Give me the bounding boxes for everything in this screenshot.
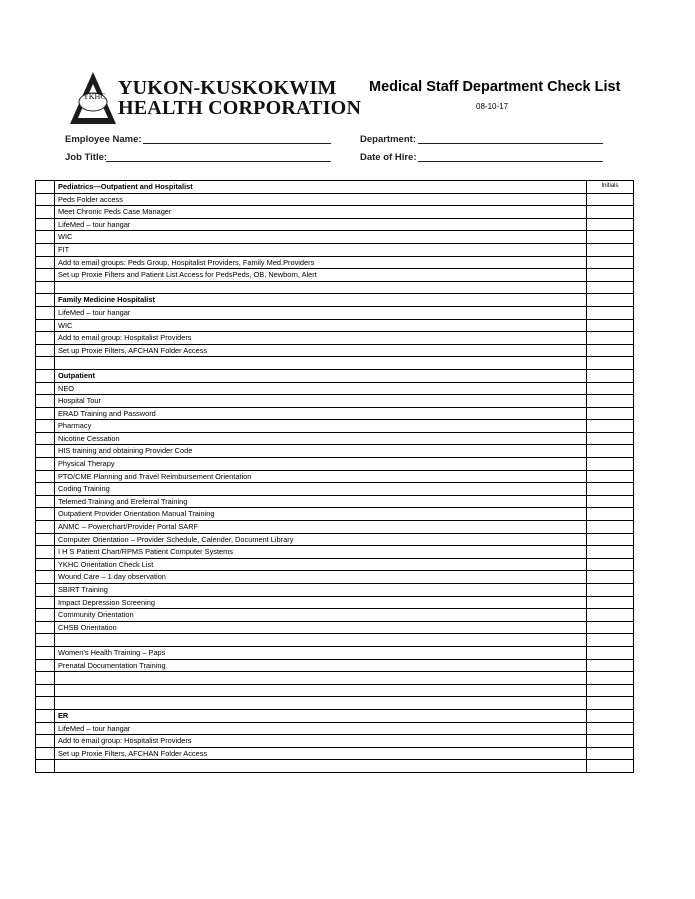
checklist-item: Add to email group: Hospitalist Providers	[55, 332, 587, 344]
checklist-item: PTO/CME Planning and Travel Reimbursement Orientation	[55, 471, 587, 483]
row-checkbox-cell[interactable]	[36, 269, 55, 281]
checklist-item: Computer Orientation – Provider Schedule, Calender, Document Library	[55, 534, 587, 546]
checklist-item: LifeMed – tour hangar	[55, 219, 587, 231]
row-checkbox-cell[interactable]	[36, 294, 55, 306]
row-checkbox-cell[interactable]	[36, 672, 55, 684]
table-row	[36, 534, 634, 547]
checklist-item: Coding Training	[55, 483, 587, 495]
initials-cell[interactable]	[587, 672, 634, 684]
checklist-item: Outpatient Provider Orientation Manual Training	[55, 508, 587, 520]
table-row	[36, 697, 634, 710]
row-checkbox-cell[interactable]	[36, 471, 55, 483]
checklist-item	[55, 685, 587, 697]
row-checkbox-cell[interactable]	[36, 307, 55, 319]
initials-cell[interactable]	[587, 269, 634, 281]
initials-cell[interactable]	[587, 660, 634, 672]
checklist-item: LifeMed – tour hangar	[55, 723, 587, 735]
row-checkbox-cell[interactable]	[36, 408, 55, 420]
checklist-item: Wound Care – 1 day observation	[55, 571, 587, 583]
section-heading: Outpatient	[55, 370, 587, 382]
date-of-hire-label: Date of Hire:	[360, 152, 417, 163]
table-row	[36, 206, 634, 219]
row-checkbox-cell[interactable]	[36, 735, 55, 747]
table-row	[36, 408, 634, 421]
row-checkbox-cell[interactable]	[36, 433, 55, 445]
checklist-item: Nicotine Cessation	[55, 433, 587, 445]
initials-cell[interactable]	[587, 445, 634, 457]
section-heading: Family Medicine Hospitalist	[55, 294, 587, 306]
table-row	[36, 609, 634, 622]
table-row	[36, 395, 634, 408]
table-row	[36, 660, 634, 673]
department-label: Department:	[360, 134, 416, 145]
table-row	[36, 231, 634, 244]
checklist-item: WIC	[55, 320, 587, 332]
table-row	[36, 294, 634, 307]
table-row	[36, 723, 634, 736]
row-checkbox-cell[interactable]	[36, 685, 55, 697]
initials-cell[interactable]	[587, 723, 634, 735]
row-checkbox-cell[interactable]	[36, 748, 55, 760]
checklist-item: YKHC Orientation Check List	[55, 559, 587, 571]
table-row	[36, 282, 634, 295]
initials-cell[interactable]	[587, 420, 634, 432]
initials-cell[interactable]	[587, 395, 634, 407]
initials-cell[interactable]	[587, 357, 634, 369]
row-checkbox-cell[interactable]	[36, 660, 55, 672]
job-title-label: Job Title:	[65, 152, 108, 163]
checklist-item: LifeMed – tour hangar	[55, 307, 587, 319]
initials-cell[interactable]	[587, 282, 634, 294]
checklist-item: Set up Proxie Filters and Patient List Access for PedsPeds, OB, Newborn, Alert	[55, 269, 587, 281]
row-checkbox-cell[interactable]	[36, 231, 55, 243]
checklist-item	[55, 634, 587, 646]
row-checkbox-cell[interactable]	[36, 697, 55, 709]
initials-cell[interactable]	[587, 219, 634, 231]
initials-cell[interactable]	[587, 622, 634, 634]
checklist-item: Prenatal Documentation Training	[55, 660, 587, 672]
row-checkbox-cell[interactable]	[36, 622, 55, 634]
table-row	[36, 597, 634, 610]
employee-name-label: Employee Name:	[65, 134, 142, 145]
initials-cell[interactable]	[587, 433, 634, 445]
table-row	[36, 320, 634, 333]
checklist-item: I H S Patient Chart/RPMS Patient Computer Systems	[55, 546, 587, 558]
table-row	[36, 357, 634, 370]
table-row	[36, 433, 634, 446]
initials-cell[interactable]	[587, 546, 634, 558]
checklist-item: ERAD Training and Password	[55, 408, 587, 420]
checklist-item: Telemed Training and Ereferral Training	[55, 496, 587, 508]
initials-cell[interactable]	[587, 320, 634, 332]
row-checkbox-cell[interactable]	[36, 760, 55, 772]
row-checkbox-cell[interactable]	[36, 559, 55, 571]
row-checkbox-cell[interactable]	[36, 445, 55, 457]
row-checkbox-cell[interactable]	[36, 370, 55, 382]
table-row	[36, 760, 634, 773]
initials-cell[interactable]	[587, 206, 634, 218]
checklist-item: Peds Folder access	[55, 194, 587, 206]
initials-cell[interactable]	[587, 748, 634, 760]
table-row	[36, 571, 634, 584]
row-checkbox-cell[interactable]	[36, 458, 55, 470]
initials-cell[interactable]	[587, 458, 634, 470]
table-row	[36, 508, 634, 521]
initials-cell[interactable]	[587, 496, 634, 508]
checklist-item: HIS training and obtaining Provider Code	[55, 445, 587, 457]
table-row	[36, 445, 634, 458]
initials-cell[interactable]	[587, 685, 634, 697]
table-row	[36, 521, 634, 534]
row-checkbox-cell[interactable]	[36, 206, 55, 218]
row-checkbox-cell[interactable]	[36, 508, 55, 520]
initials-cell[interactable]	[587, 307, 634, 319]
checklist-item	[55, 357, 587, 369]
row-checkbox-cell[interactable]	[36, 332, 55, 344]
checklist-item: SBIRT Training	[55, 584, 587, 596]
initials-cell[interactable]	[587, 647, 634, 659]
initials-cell[interactable]	[587, 634, 634, 646]
table-row	[36, 332, 634, 345]
row-checkbox-cell[interactable]	[36, 194, 55, 206]
row-checkbox-cell[interactable]	[36, 634, 55, 646]
checklist-item: Women’s Health Training – Paps	[55, 647, 587, 659]
table-row	[36, 647, 634, 660]
row-checkbox-cell[interactable]	[36, 257, 55, 269]
table-row	[36, 483, 634, 496]
checklist-item: Set up Proxie Filters, AFCHAN Folder Access	[55, 345, 587, 357]
initials-cell[interactable]	[587, 597, 634, 609]
logo-emblem-text: YKHC	[83, 92, 106, 101]
org-name-line2: HEALTH CORPORATION	[118, 97, 362, 119]
table-row	[36, 672, 634, 685]
table-row	[36, 307, 634, 320]
table-row	[36, 735, 634, 748]
table-row	[36, 383, 634, 396]
table-row	[36, 181, 634, 194]
checklist-item: Community Orientation	[55, 609, 587, 621]
row-checkbox-cell[interactable]	[36, 534, 55, 546]
checklist-item: Meet Chronic Peds Case Manager	[55, 206, 587, 218]
initials-cell[interactable]	[587, 345, 634, 357]
row-checkbox-cell[interactable]	[36, 546, 55, 558]
initials-cell[interactable]	[587, 408, 634, 420]
date-of-hire-field[interactable]	[418, 161, 603, 162]
checklist-item	[55, 760, 587, 772]
table-row	[36, 420, 634, 433]
initials-cell[interactable]	[587, 521, 634, 533]
initials-cell[interactable]	[587, 609, 634, 621]
initials-cell[interactable]	[587, 735, 634, 747]
table-row	[36, 269, 634, 282]
checklist-item	[55, 697, 587, 709]
checklist-item: Hospital Tour	[55, 395, 587, 407]
department-field[interactable]	[418, 143, 603, 144]
table-row	[36, 257, 634, 270]
row-checkbox-cell[interactable]	[36, 584, 55, 596]
section-heading: ER	[55, 710, 587, 722]
table-row	[36, 219, 634, 232]
row-checkbox-cell[interactable]	[36, 483, 55, 495]
initials-cell[interactable]	[587, 332, 634, 344]
initials-cell[interactable]	[587, 584, 634, 596]
table-row	[36, 546, 634, 559]
table-row	[36, 194, 634, 207]
table-row	[36, 685, 634, 698]
checklist-item: NEO	[55, 383, 587, 395]
table-row	[36, 345, 634, 358]
row-checkbox-cell[interactable]	[36, 420, 55, 432]
row-checkbox-cell[interactable]	[36, 395, 55, 407]
row-checkbox-cell[interactable]	[36, 723, 55, 735]
row-checkbox-cell[interactable]	[36, 597, 55, 609]
checklist-table	[35, 180, 634, 773]
table-row	[36, 710, 634, 723]
row-checkbox-cell[interactable]	[36, 244, 55, 256]
section-heading: Pediatrics—Outpatient and Hospitalist	[55, 181, 587, 193]
checklist-item: CHSB Orientation	[55, 622, 587, 634]
initials-cell[interactable]	[587, 508, 634, 520]
row-checkbox-cell[interactable]	[36, 219, 55, 231]
table-row	[36, 748, 634, 761]
initials-cell[interactable]	[587, 370, 634, 382]
checklist-item: Pharmacy	[55, 420, 587, 432]
checklist-item: ANMC – Powerchart/Provider Portal SARF	[55, 521, 587, 533]
checklist-item: Set up Proxie Filters, AFCHAN Folder Access	[55, 748, 587, 760]
document-title: Medical Staff Department Check List	[369, 79, 621, 95]
table-row	[36, 471, 634, 484]
table-row	[36, 584, 634, 597]
table-row	[36, 244, 634, 257]
table-row	[36, 622, 634, 635]
row-checkbox-cell[interactable]	[36, 496, 55, 508]
initials-cell[interactable]	[587, 534, 634, 546]
initials-cell[interactable]	[587, 710, 634, 722]
row-checkbox-cell[interactable]	[36, 282, 55, 294]
initials-cell[interactable]	[587, 559, 634, 571]
table-row	[36, 634, 634, 647]
initials-cell[interactable]	[587, 257, 634, 269]
checklist-item: FIT	[55, 244, 587, 256]
initials-cell[interactable]	[587, 483, 634, 495]
initials-cell[interactable]	[587, 571, 634, 583]
initials-cell[interactable]	[587, 294, 634, 306]
checklist-item: Physical Therapy	[55, 458, 587, 470]
initials-cell[interactable]	[587, 383, 634, 395]
row-checkbox-cell[interactable]	[36, 181, 55, 193]
initials-cell[interactable]	[587, 697, 634, 709]
checklist-item: Add to email group: Hospitalist Providers	[55, 735, 587, 747]
checklist-item: Add to email groups: Peds Group, Hospitalist Providers, Family Med.Providers	[55, 257, 587, 269]
employee-name-field[interactable]	[143, 143, 331, 144]
row-checkbox-cell[interactable]	[36, 320, 55, 332]
initials-cell[interactable]	[587, 760, 634, 772]
org-name-line1: YUKON-KUSKOKWIM	[118, 77, 337, 99]
initials-cell[interactable]: Initials	[587, 181, 634, 193]
job-title-field[interactable]	[106, 161, 331, 162]
row-checkbox-cell[interactable]	[36, 647, 55, 659]
row-checkbox-cell[interactable]	[36, 383, 55, 395]
table-row	[36, 458, 634, 471]
initials-cell[interactable]	[587, 471, 634, 483]
row-checkbox-cell[interactable]	[36, 710, 55, 722]
initials-cell[interactable]	[587, 231, 634, 243]
row-checkbox-cell[interactable]	[36, 345, 55, 357]
document-date: 08-10-17	[476, 102, 509, 111]
initials-cell[interactable]	[587, 194, 634, 206]
ykhc-logo	[68, 70, 362, 126]
row-checkbox-cell[interactable]	[36, 571, 55, 583]
row-checkbox-cell[interactable]	[36, 521, 55, 533]
table-row	[36, 370, 634, 383]
checklist-item	[55, 282, 587, 294]
row-checkbox-cell[interactable]	[36, 357, 55, 369]
checklist-item: Impact Depression Screening	[55, 597, 587, 609]
checklist-item: WIC	[55, 231, 587, 243]
checklist-item	[55, 672, 587, 684]
table-row	[36, 559, 634, 572]
initials-cell[interactable]	[587, 244, 634, 256]
row-checkbox-cell[interactable]	[36, 609, 55, 621]
table-row	[36, 496, 634, 509]
